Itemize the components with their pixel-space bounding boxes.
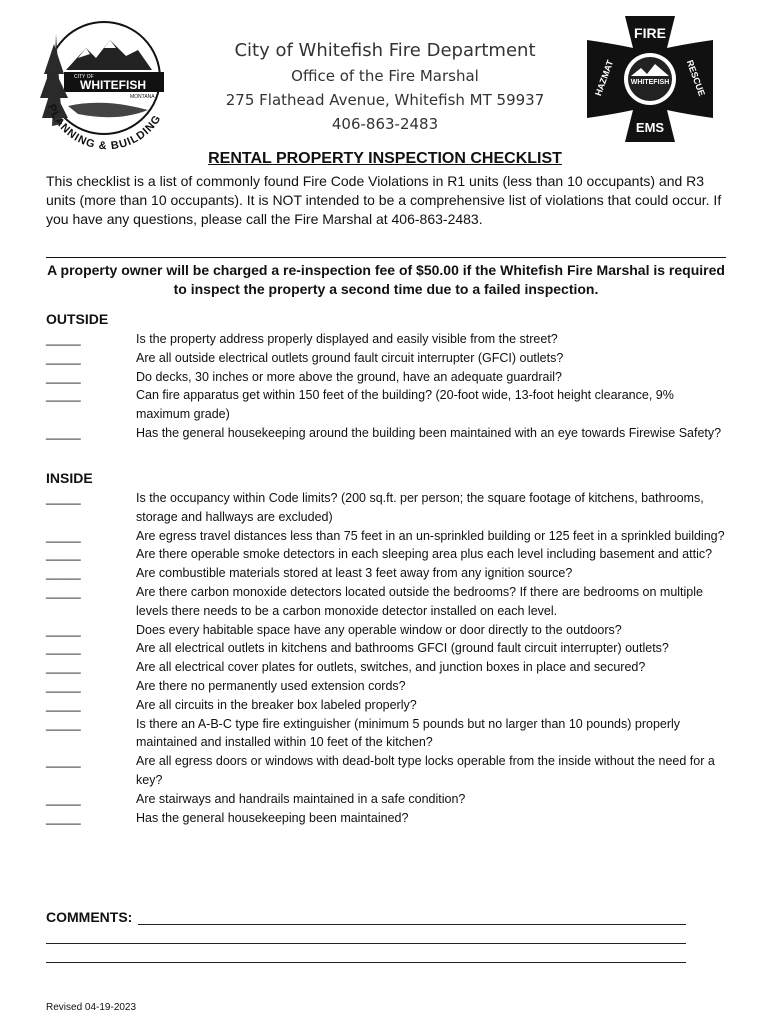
outside-title: OUTSIDE <box>46 311 109 327</box>
checklist-question: Can fire apparatus get within 150 feet of the building? (20-foot wide, 13-foot height clearance, 9% maximum grade) <box>136 388 674 422</box>
check-blank[interactable]: _____ <box>46 697 81 712</box>
badge-left-text: HAZMAT <box>593 58 616 98</box>
checklist-item <box>46 696 726 715</box>
comments-line-2[interactable] <box>46 925 686 944</box>
reinspection-fee-notice: A property owner will be charged a re-inspection fee of $50.00 if the Whitefish Fire Marshal is required to inspect the property a second time due to a failed inspection. <box>46 257 726 299</box>
checklist-item <box>46 658 726 677</box>
checklist-item <box>46 527 726 546</box>
badge-bottom-text: EMS <box>635 120 665 135</box>
checklist-item <box>46 621 726 640</box>
inside-title: INSIDE <box>46 470 93 486</box>
check-blank[interactable]: _____ <box>46 528 81 543</box>
checklist-item <box>46 790 726 809</box>
checklist-item <box>46 809 726 828</box>
outside-section <box>46 310 726 443</box>
checklist-question: Are stairways and handrails maintained in a safe condition? <box>136 791 466 806</box>
svg-text:MONTANA: MONTANA <box>130 94 155 100</box>
checklist-question: Are there operable smoke detectors in each sleeping area plus each level including basement and attic? <box>136 547 713 562</box>
checklist-question: Has the general housekeeping around the building been maintained with an eye towards Firewise Safety? <box>136 425 722 440</box>
address: 275 Flathead Avenue, Whitefish MT 59937 <box>225 91 545 109</box>
intro-paragraph: This checklist is a list of commonly found Fire Code Violations in R1 units (less than 10 occupants) and R3 units (more than 10 occupants). It is NOT intended to be a comprehensive list of violations that could occur. If you have any questions, please call the Fire Marshal at 406-863-2483. <box>46 173 722 227</box>
badge-center-text: WHITEFISH <box>630 79 670 86</box>
comments-line-3[interactable] <box>46 944 686 963</box>
check-blank[interactable]: _____ <box>46 660 81 675</box>
checklist-item <box>46 368 726 387</box>
checklist-question: Are all electrical outlets in kitchens and bathrooms GFCI (ground fault circuit interrupter) outlets? <box>136 641 669 656</box>
office-name: Office of the Fire Marshal <box>291 67 479 85</box>
comments-area <box>46 908 686 963</box>
check-blank[interactable]: _____ <box>46 332 81 346</box>
checklist-question: Are egress travel distances less than 75 feet in an un-sprinkled building or 125 feet in a sprinkled building? <box>136 528 725 543</box>
checklist-item <box>46 386 726 424</box>
check-blank[interactable]: _____ <box>46 678 81 693</box>
department-name: City of Whitefish Fire Department <box>234 40 536 61</box>
check-blank[interactable]: _____ <box>46 388 81 403</box>
checklist-question: Do decks, 30 inches or more above the ground, have an adequate guardrail? <box>136 369 562 384</box>
planning-building-logo <box>38 14 170 164</box>
check-blank[interactable]: _____ <box>46 350 81 365</box>
check-blank[interactable]: _____ <box>46 584 81 599</box>
checklist-question: Has the general housekeeping been maintained? <box>136 810 409 825</box>
checklist-item <box>46 639 726 658</box>
check-blank[interactable]: _____ <box>46 810 81 825</box>
phone-number: 406-863-2483 <box>331 115 439 133</box>
checklist-question: Are all electrical cover plates for outlets, switches, and junction boxes in place and secured? <box>136 660 646 675</box>
comments-label: COMMENTS: <box>46 909 133 925</box>
checklist-item <box>46 564 726 583</box>
checklist-item <box>46 677 726 696</box>
document-title: RENTAL PROPERTY INSPECTION CHECKLIST <box>208 150 562 167</box>
badge-top-text: FIRE <box>634 25 666 41</box>
checklist-question: Is there an A-B-C type fire extinguisher (minimum 5 pounds but no larger than 10 pounds) properly maintained and installed within 10 feet of the kitchen? <box>136 716 681 750</box>
fire-department-badge <box>585 14 715 144</box>
check-blank[interactable]: _____ <box>46 425 81 440</box>
check-blank[interactable]: _____ <box>46 641 81 656</box>
check-blank[interactable]: _____ <box>46 369 81 384</box>
checklist-question: Is the property address properly displayed and easily visible from the street? <box>136 332 558 346</box>
revision-date: Revised 04-19-2023 <box>46 1002 137 1013</box>
checklist-question: Does every habitable space have any operable window or door directly to the outdoors? <box>136 622 622 637</box>
checklist-item <box>46 489 726 527</box>
checklist-item <box>46 545 726 564</box>
checklist-question: Are all circuits in the breaker box labeled properly? <box>136 697 417 712</box>
letterhead <box>210 38 560 136</box>
checklist-item <box>46 752 726 790</box>
checklist-item <box>46 715 726 753</box>
checklist-question: Is the occupancy within Code limits? (200 sq.ft. per person; the square footage of kitchens, bathrooms, storage and hallways are excluded) <box>136 491 704 524</box>
check-blank[interactable]: _____ <box>46 566 81 581</box>
checklist-question: Are there no permanently used extension cords? <box>136 678 406 693</box>
check-blank[interactable]: _____ <box>46 547 81 562</box>
check-blank[interactable]: _____ <box>46 754 81 769</box>
svg-text:CITY OF: CITY OF <box>74 74 94 80</box>
check-blank[interactable]: _____ <box>46 791 81 806</box>
badge-right-text: RESCUE <box>684 58 707 98</box>
logo-arc-text: PLANNING & BUILDING <box>45 102 164 153</box>
checklist-item <box>46 330 726 349</box>
checklist-question: Are there carbon monoxide detectors located outside the bedrooms? If there are bedrooms on multiple levels there needs to be a carbon monoxide detector installed on each level. <box>136 584 703 618</box>
checklist-question: Are all egress doors or windows with dead-bolt type locks operable from the inside without the need for a key? <box>136 754 715 787</box>
check-blank[interactable]: _____ <box>46 716 81 731</box>
checklist-item <box>46 349 726 368</box>
checklist-item <box>46 583 726 621</box>
comments-line-1[interactable] <box>138 908 686 925</box>
check-blank[interactable]: _____ <box>46 491 81 505</box>
checklist-question: Are combustible materials stored at least 3 feet away from any ignition source? <box>136 566 573 581</box>
check-blank[interactable]: _____ <box>46 622 81 637</box>
inside-section <box>46 469 726 827</box>
checklist-item <box>46 424 726 443</box>
logo-city-name: WHITEFISH <box>80 78 146 92</box>
checklist-question: Are all outside electrical outlets ground fault circuit interrupter (GFCI) outlets? <box>136 350 564 365</box>
